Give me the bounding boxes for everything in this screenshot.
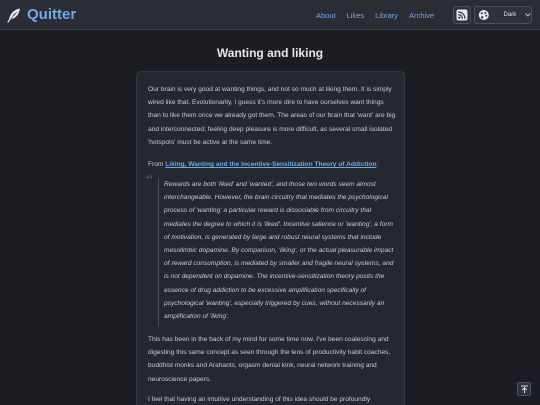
theme-select-value: Dark bbox=[503, 12, 517, 18]
post-card bbox=[136, 71, 405, 405]
post-paragraph-1: Our brain is very good at wanting things, and not so much at liking them. It is simply wired like that. Evolutionarily, I guess it's more dire to have ourselves want things than to like them once we already got them. The areas of our brain that 'want' are big and interconnected; feeling deep pleasure is more difficult, as several small isolated 'hotspots' must be active at the same time. bbox=[148, 86, 396, 146]
scroll-to-top-button[interactable] bbox=[517, 382, 531, 396]
site-header bbox=[0, 0, 540, 30]
brand-name: Quitter bbox=[27, 6, 77, 23]
rss-icon bbox=[456, 9, 468, 21]
post-title: Wanting and liking bbox=[216, 46, 324, 60]
quote-mark-icon: “ bbox=[146, 172, 154, 189]
quote-text: Rewards are both 'liked' and 'wanted', and those two words seem almost interchangeable. However, the brain circuitry that mediates the psychological process of 'wanting' a particular reward is dissociable from circuitry that mediates the degree to which it is 'liked'. Incentive salience or 'wanting', a form of motivation, is generated by large and robust neural systems that include mesolimbic dopamine. By comparison, 'liking', or the actual pleasurable impact of reward consumption, is mediated by smaller and fragile neural systems, and is not dependent on dopamine. The incentive-sensitization theory posits the essence of drug addiction to be excessive amplification specifically of psychological 'wanting', especially triggered by cues, without necessarily an amplification of 'liking'. bbox=[164, 181, 394, 321]
nav-about[interactable]: About bbox=[316, 10, 336, 20]
post-paragraph-4: I feel that having an intuitive understanding of this idea should be profoundly bbox=[148, 396, 371, 403]
nav-archive[interactable]: Archive bbox=[409, 10, 435, 20]
from-suffix: : bbox=[376, 161, 379, 168]
theme-palette-icon bbox=[478, 9, 490, 21]
post-paragraph-3: This has been in the back of my mind for some time now. I've been coalescing and digesting this same concept as seen through the lens of productivity habit coaches, buddhist monks and Arahants, orgasm denial kink, neural network training and neuroscience papers. bbox=[148, 336, 391, 383]
source-link[interactable]: Liking, Wanting and the Incentive-Sensitization Theory of Addiction bbox=[165, 161, 377, 168]
blockquote bbox=[158, 178, 398, 327]
rss-button[interactable] bbox=[453, 6, 471, 24]
feather-icon bbox=[6, 7, 22, 23]
main-nav bbox=[316, 0, 434, 30]
nav-likes[interactable]: Likes bbox=[346, 10, 365, 20]
from-prefix: From bbox=[148, 161, 166, 168]
brand-link[interactable] bbox=[6, 6, 76, 23]
quote-source-line bbox=[148, 158, 396, 171]
nav-library[interactable]: Library bbox=[375, 10, 399, 20]
theme-switcher[interactable] bbox=[474, 6, 532, 24]
chevron-down-icon bbox=[525, 13, 531, 17]
arrow-up-icon bbox=[520, 385, 529, 394]
